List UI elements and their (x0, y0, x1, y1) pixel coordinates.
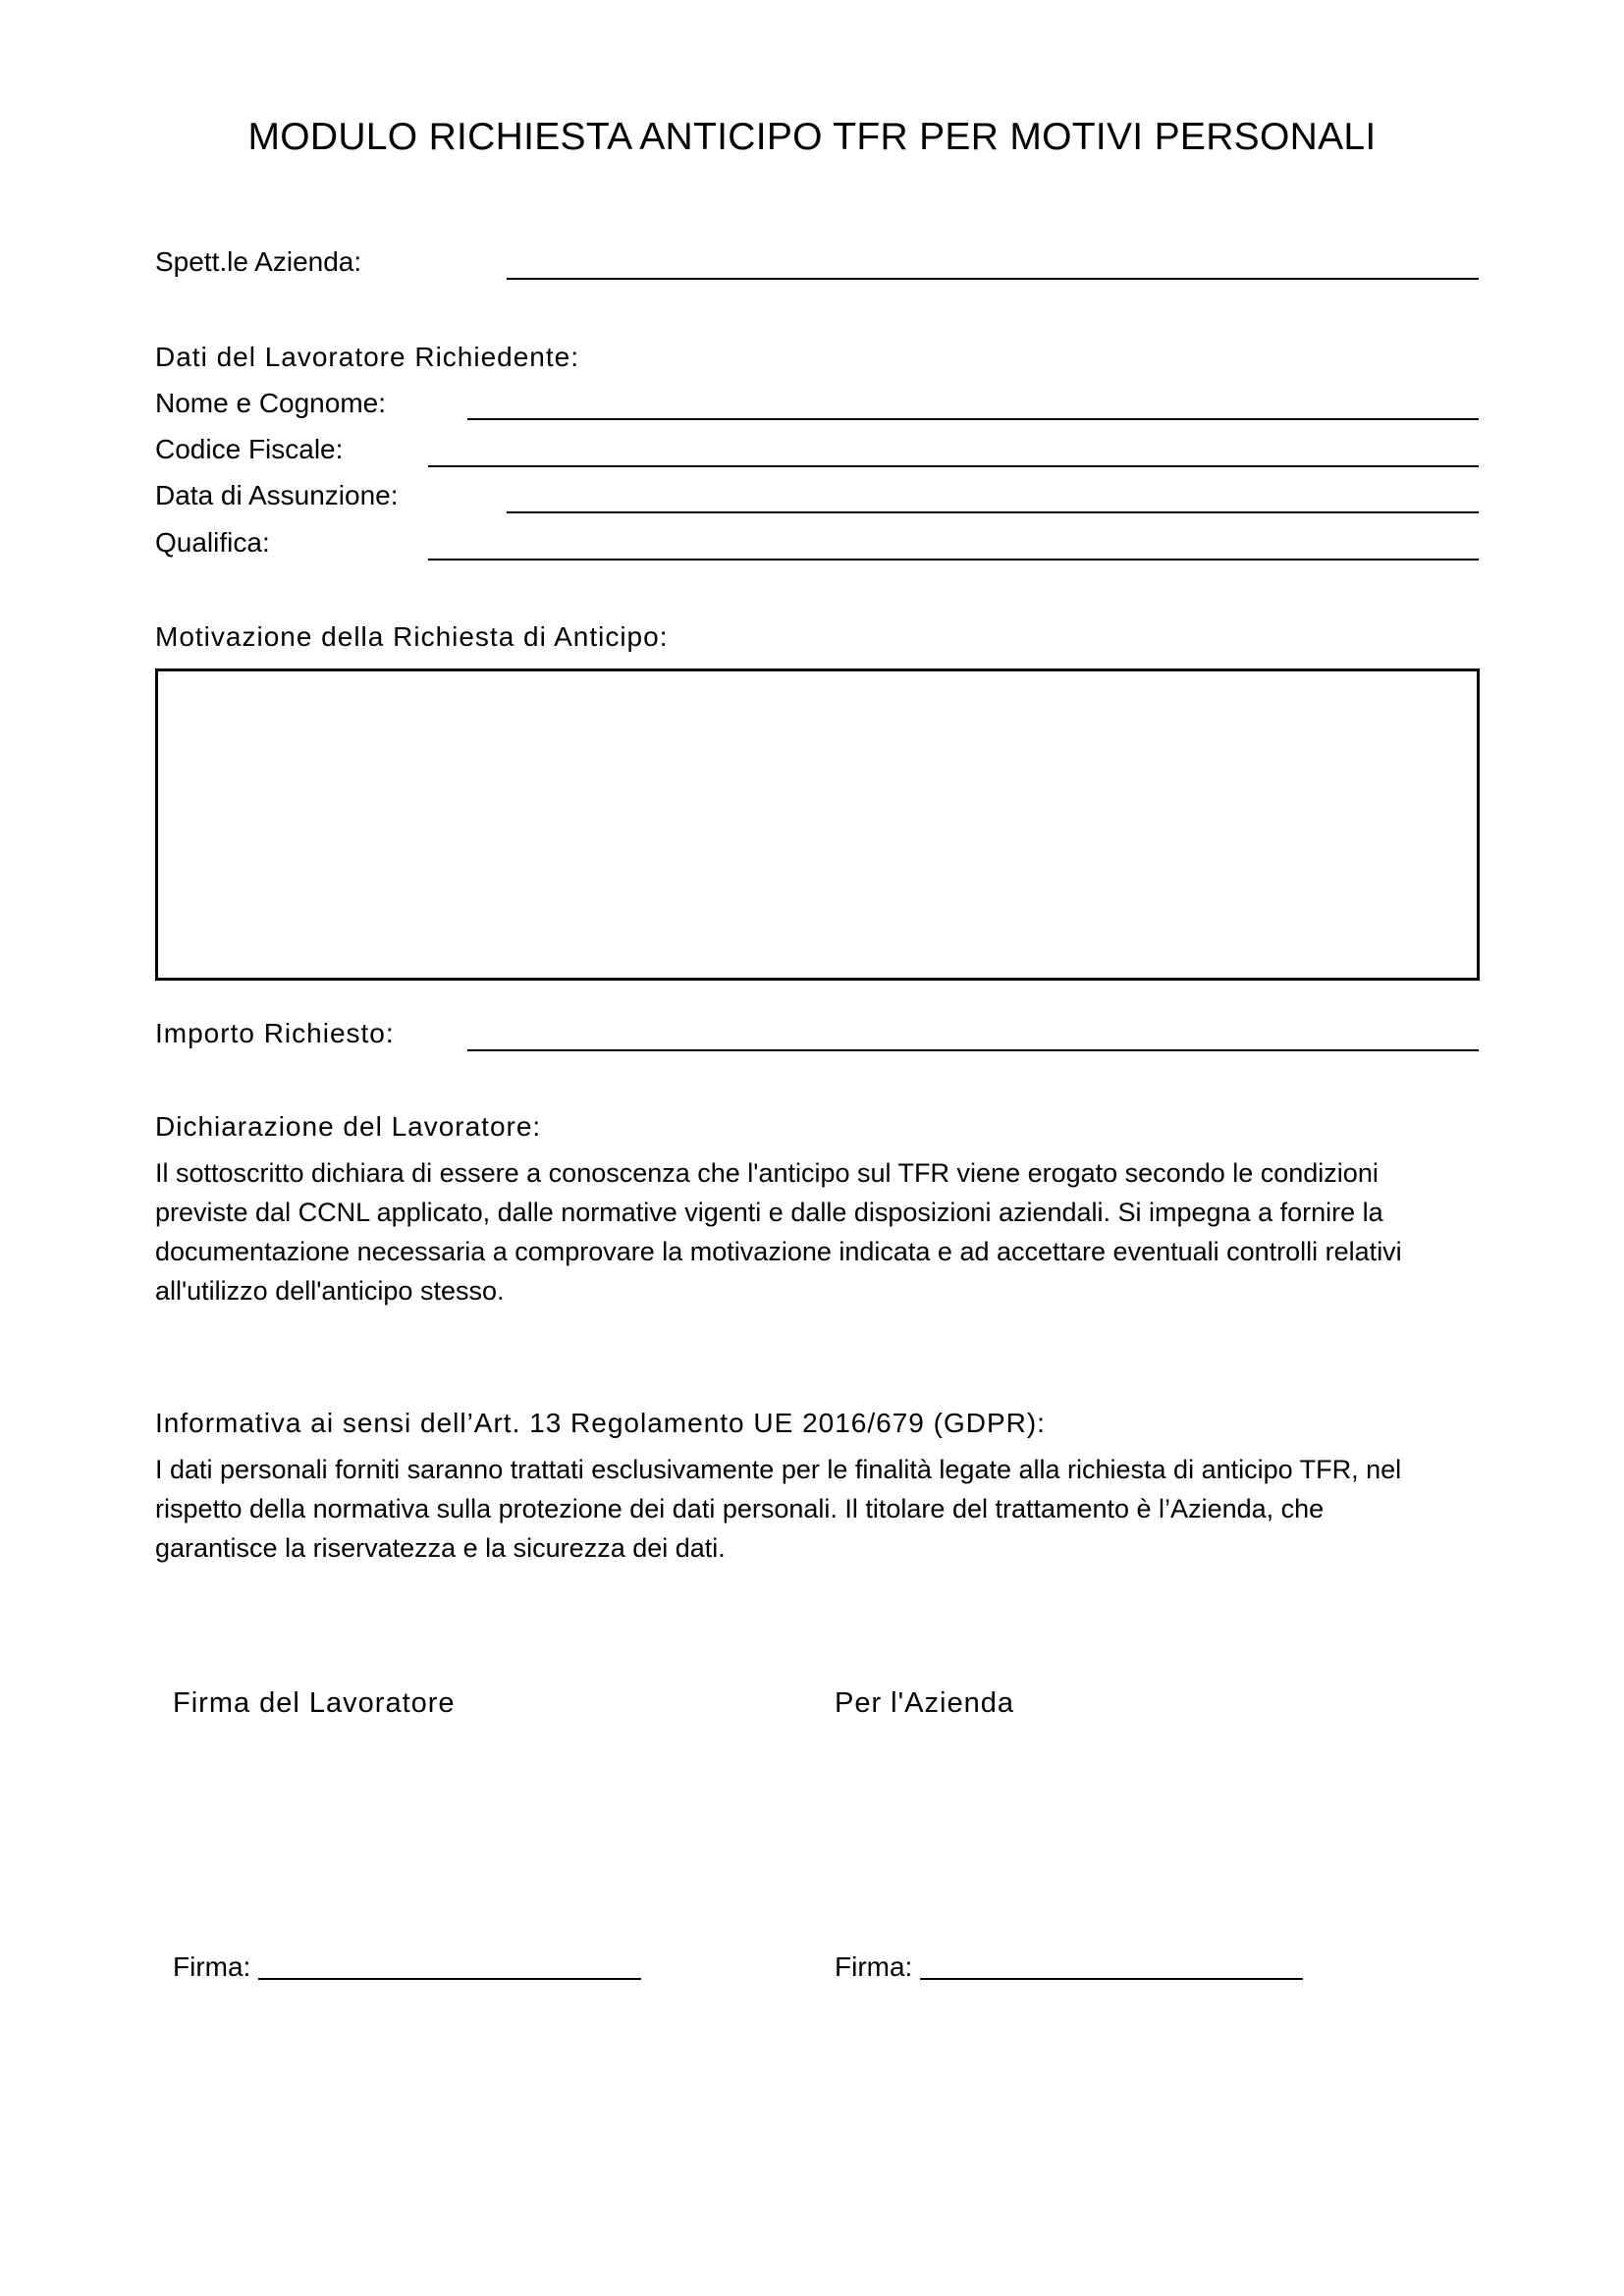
informativa-line: I dati personali forniti saranno trattati esclusivamente per le finalità legate alla richiesta di anticipo TFR, nel (155, 1455, 1402, 1484)
firma-lavoratore-heading: Firma del Lavoratore (173, 1687, 456, 1719)
data-assunzione-field[interactable] (507, 511, 1479, 513)
informativa-text (155, 1450, 1530, 1568)
dichiarazione-text (155, 1153, 1530, 1310)
codice-fiscale-label: Codice Fiscale: (155, 434, 344, 464)
nome-cognome-label: Nome e Cognome: (155, 388, 387, 418)
importo-field[interactable] (467, 1049, 1479, 1051)
firma-azienda-field[interactable] (835, 1950, 1303, 1984)
lavoratore-heading: Dati del Lavoratore Richiedente: (155, 342, 580, 372)
importo-label: Importo Richiesto: (155, 1018, 395, 1048)
azienda-label: Spett.le Azienda: (155, 246, 362, 277)
qualifica-field[interactable] (428, 559, 1479, 561)
informativa-heading: Informativa ai sensi dell’Art. 13 Regolamento UE 2016/679 (GDPR): (155, 1408, 1046, 1438)
codice-fiscale-field[interactable] (428, 465, 1479, 467)
data-assunzione-label: Data di Assunzione: (155, 480, 399, 510)
document-title: MODULO RICHIESTA ANTICIPO TFR PER MOTIVI PERSONALI (247, 116, 1377, 158)
azienda-field[interactable] (507, 278, 1479, 280)
informativa-line: garantisce la riservatezza e la sicurezza dei dati. (155, 1533, 726, 1563)
firma-azienda-line[interactable] (920, 1978, 1303, 1980)
firma-label: Firma: (173, 1951, 251, 1982)
informativa-line: rispetto della normativa sulla protezione dei dati personali. Il titolare del trattamento è l’Azienda, che (155, 1494, 1325, 1523)
per-azienda-heading: Per l'Azienda (835, 1687, 1014, 1719)
dichiarazione-line: Il sottoscritto dichiara di essere a conoscenza che l'anticipo sul TFR viene erogato secondo le condizioni (155, 1158, 1379, 1188)
firma-label: Firma: (835, 1951, 913, 1982)
dichiarazione-line: previste dal CCNL applicato, dalle normative vigenti e dalle disposizioni aziendali. Si impegna a fornire la (155, 1198, 1383, 1227)
nome-cognome-field[interactable] (467, 418, 1479, 420)
motivazione-textarea[interactable] (155, 668, 1480, 981)
qualifica-label: Qualifica: (155, 527, 270, 558)
firma-lavoratore-field[interactable] (173, 1950, 641, 1984)
dichiarazione-heading: Dichiarazione del Lavoratore: (155, 1111, 542, 1142)
motivazione-heading: Motivazione della Richiesta di Anticipo: (155, 621, 669, 652)
dichiarazione-line: all'utilizzo dell'anticipo stesso. (155, 1276, 505, 1306)
firma-lavoratore-line[interactable] (258, 1978, 641, 1980)
dichiarazione-line: documentazione necessaria a comprovare la motivazione indicata e ad accettare eventuali controlli relativi (155, 1237, 1402, 1266)
